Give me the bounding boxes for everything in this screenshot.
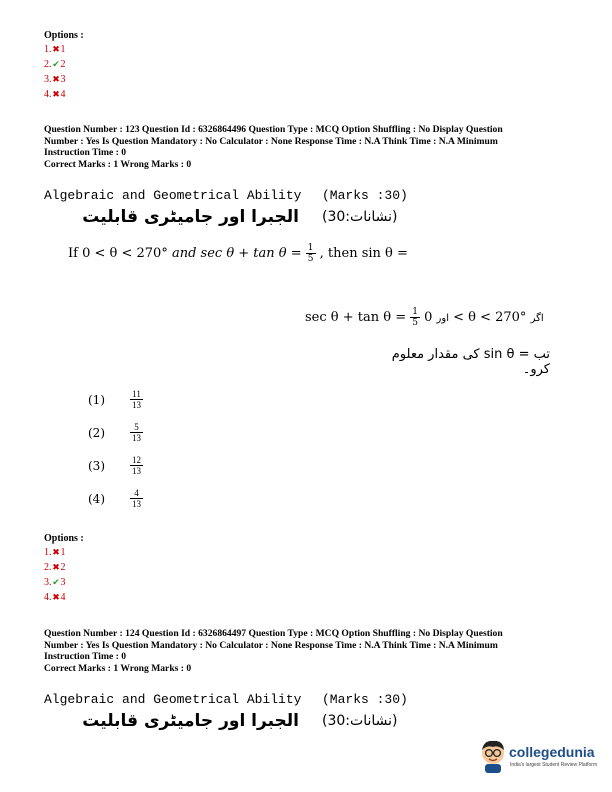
option-value: 2 (60, 59, 66, 70)
mascot-icon (478, 738, 508, 774)
question-meta-123 (44, 124, 564, 170)
fraction-denominator: 5 (307, 254, 314, 264)
option-value: 1 (60, 547, 66, 558)
urdu-question-line2: تب = sin θ کی مقدار معلوم کرو۔ (391, 347, 550, 377)
meta-line: Number : Yes Is Question Mandatory : No Calculator : None Response Time : N.A Think Time : N.A Minimum (44, 135, 498, 147)
logo-tagline: India's largest Student Review Platform (510, 762, 598, 768)
section-title-ur-124: الجبرا اور جامیٹری قابلیت (82, 711, 299, 731)
section-marks-ur: (نشانات:30) (322, 209, 398, 225)
question-condition: 0 < θ < 270° (82, 246, 168, 261)
options-heading-123: Options : (44, 533, 84, 544)
urdu-and: اور (436, 313, 449, 324)
option-number: 3. (44, 74, 52, 85)
option-item (44, 72, 66, 87)
section-marks-en-124: (Marks :30) (322, 692, 408, 707)
section-title-en: Algebraic and Geometrical Ability (44, 188, 302, 203)
option-item (44, 42, 66, 57)
question-text (68, 243, 408, 264)
cross-icon: ✖ (52, 562, 60, 572)
urdu-condition: 0 < θ < 270° (424, 310, 527, 325)
question-fraction (306, 243, 316, 264)
option-value: 4 (60, 89, 66, 100)
fraction-denominator: 5 (412, 318, 418, 328)
urdu-fraction (410, 307, 420, 328)
meta-line: Number : Yes Is Question Mandatory : No Calculator : None Response Time : N.A Think Time : N.A Minimum (44, 639, 498, 651)
cross-icon: ✖ (52, 44, 60, 54)
choice-label: (3) (88, 458, 105, 473)
option-item (44, 575, 66, 590)
meta-line: Instruction Time : 0 (44, 651, 126, 663)
fraction-denominator: 13 (132, 466, 141, 476)
option-number: 2. (44, 59, 52, 70)
cross-icon: ✖ (52, 89, 60, 99)
choice-fraction (130, 422, 143, 443)
choice-item (88, 416, 143, 449)
check-icon: ✔ (52, 59, 60, 69)
option-item (44, 57, 66, 72)
fraction-numerator: 1 (412, 307, 418, 317)
marks-line: Correct Marks : 1 Wrong Marks : 0 (44, 662, 192, 674)
collegedunia-logo (478, 738, 508, 779)
option-number: 1. (44, 547, 52, 558)
options-list-1 (44, 42, 66, 102)
marks-line: Correct Marks : 1 Wrong Marks : 0 (44, 158, 192, 170)
section-marks-en: (Marks :30) (322, 188, 408, 203)
choice-item (88, 449, 143, 482)
choice-label: (2) (88, 425, 105, 440)
choice-fraction (130, 455, 143, 476)
choice-item (88, 482, 143, 515)
option-number: 3. (44, 577, 52, 588)
option-value: 4 (60, 592, 66, 603)
options-heading-1: Options : (44, 30, 84, 41)
section-title-en-124: Algebraic and Geometrical Ability (44, 692, 302, 707)
question-meta-124 (44, 628, 564, 674)
option-number: 2. (44, 562, 52, 573)
question-if: If (68, 246, 78, 261)
choice-label: (1) (88, 392, 105, 407)
urdu-question-line1 (305, 307, 544, 328)
urdu-prefix: اگر (530, 313, 544, 324)
option-item (44, 545, 66, 560)
option-value: 3 (60, 74, 66, 85)
meta-line: Question Number : 123 Question Id : 6326864496 Question Type : MCQ Option Shuffling : No Display Question (44, 124, 503, 135)
section-marks-ur-124: (نشانات:30) (322, 713, 398, 729)
fraction-numerator: 12 (132, 455, 141, 465)
choice-fraction (130, 389, 143, 410)
meta-line: Instruction Time : 0 (44, 147, 126, 159)
fraction-numerator: 1 (307, 243, 314, 253)
cross-icon: ✖ (52, 74, 60, 84)
option-value: 2 (60, 562, 66, 573)
option-value: 1 (60, 44, 66, 55)
choice-item (88, 383, 143, 416)
fraction-denominator: 13 (132, 400, 141, 410)
choice-fraction (130, 488, 143, 509)
fraction-denominator: 13 (132, 499, 141, 509)
choice-label: (4) (88, 491, 105, 506)
option-number: 4. (44, 89, 52, 100)
choices-list (88, 383, 143, 515)
option-value: 3 (60, 577, 66, 588)
fraction-numerator: 5 (130, 422, 143, 433)
option-number: 1. (44, 44, 52, 55)
fraction-numerator: 4 (130, 488, 143, 499)
cross-icon: ✖ (52, 547, 60, 557)
question-expression: and sec θ + tan θ = (171, 246, 302, 261)
option-number: 4. (44, 592, 52, 603)
urdu-expression: sec θ + tan θ = (305, 310, 407, 325)
logo-name: collegedunia (509, 744, 595, 760)
option-item (44, 560, 66, 575)
option-item (44, 590, 66, 605)
fraction-denominator: 13 (132, 433, 141, 443)
meta-line: Question Number : 124 Question Id : 6326864497 Question Type : MCQ Option Shuffling : No Display Question (44, 628, 503, 639)
cross-icon: ✖ (52, 592, 60, 602)
options-list-123 (44, 545, 66, 605)
question-then: , then sin θ = (319, 246, 408, 261)
option-item (44, 87, 66, 102)
fraction-numerator: 11 (130, 389, 143, 400)
check-icon: ✔ (52, 577, 60, 587)
section-title-ur: الجبرا اور جامیٹری قابلیت (82, 207, 299, 227)
